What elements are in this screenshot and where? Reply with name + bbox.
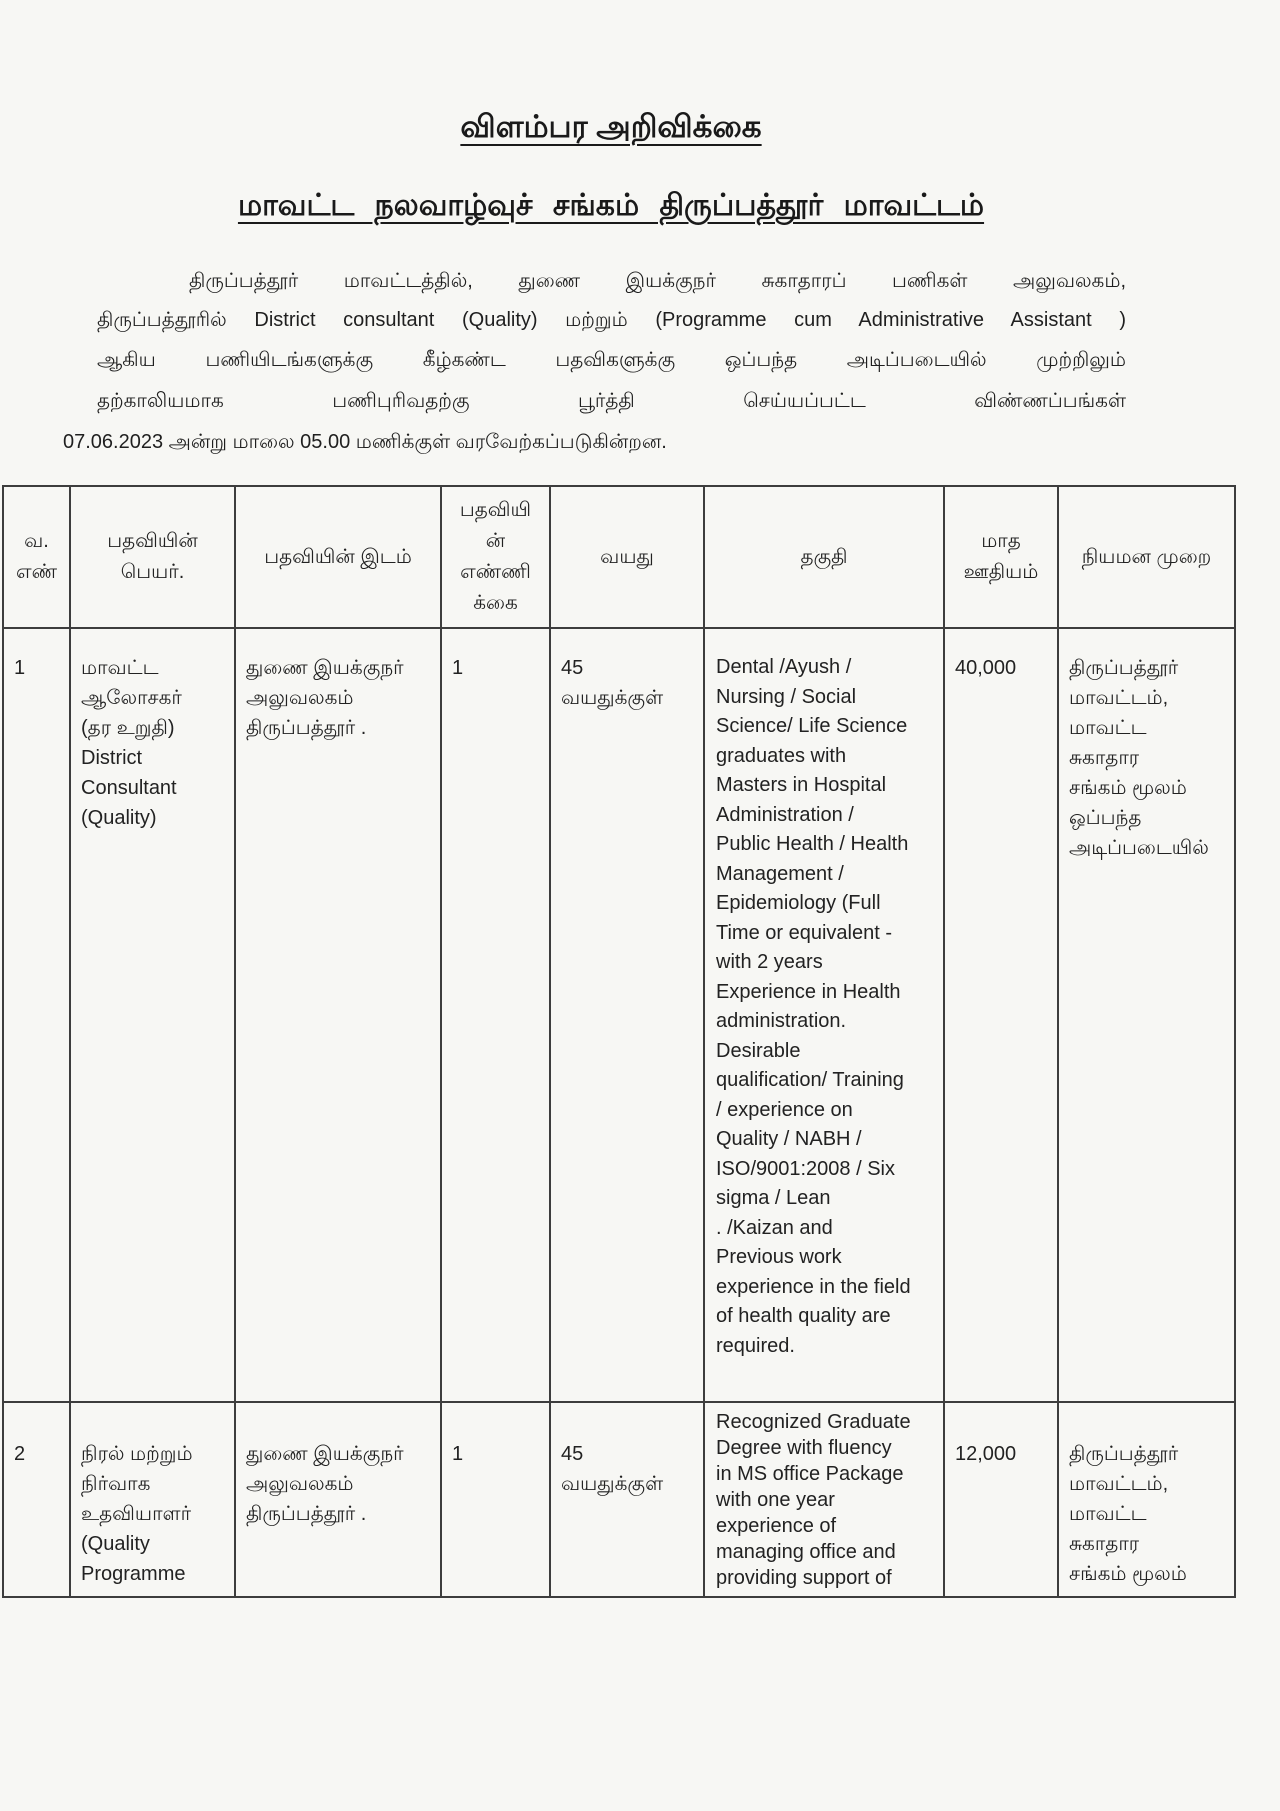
header-age: வயது: [550, 486, 704, 628]
header-location: பதவியின் இடம்: [235, 486, 441, 628]
cell-appointment: திருப்பத்தூர் மாவட்டம், மாவட்ட சுகாதார சங்கம் மூலம் ஒப்பந்த அடிப்படையில்: [1058, 628, 1235, 1402]
cell-location: துணை இயக்குநர் அலுவலகம் திருப்பத்தூர் .: [235, 1402, 441, 1597]
header-post-name: பதவியின் பெயர்.: [70, 486, 235, 628]
paragraph-line: தற்காலியமாக பணிபுரிவதற்கு பூர்த்தி செய்யப்பட்ட விண்ணப்பங்கள்: [97, 390, 1126, 412]
paragraph-line: திருப்பத்தூரில் District consultant (Quality) மற்றும் (Programme cum Administrative Assistant ): [97, 309, 1126, 331]
paragraph-line: ஆகிய பணியிடங்களுக்கு கீழ்கண்ட பதவிகளுக்கு ஒப்பந்த அடிப்படையில் முற்றிலும்: [97, 349, 1126, 371]
posts-table: [2, 485, 1236, 1598]
document-subtitle: மாவட்ட நலவாழ்வுச் சங்கம் திருப்பத்தூர் மாவட்டம்: [237, 189, 985, 222]
header-serial: வ. எண்: [3, 486, 70, 628]
cell-post-count: 1: [441, 628, 550, 1402]
cell-qualification: Dental /Ayush / Nursing / Social Science/ Life Science graduates with Masters in Hospital Administration / Public Health / Health Management / Epidemiology (Full Time or equivalent - with 2 years Experience in Health administration. Desirable qualification/ Training / experience on Quality / NABH / ISO/9001:2008 / Six sigma / Lean . /Kaizan and Previous work experience in the field of health quality are required.: [704, 628, 944, 1402]
cell-location: துணை இயக்குநர் அலுவலகம் திருப்பத்தூர் .: [235, 628, 441, 1402]
table-row: [3, 628, 1235, 1402]
cell-post-name: நிரல் மற்றும் நிர்வாக உதவியாளர் (Quality Programme: [70, 1402, 235, 1597]
cell-appointment: திருப்பத்தூர் மாவட்டம், மாவட்ட சுகாதார சங்கம் மூலம்: [1058, 1402, 1235, 1597]
cell-post-name: மாவட்ட ஆலோசகர் (தர உறுதி) District Consultant (Quality): [70, 628, 235, 1402]
table-row: [3, 1402, 1235, 1597]
cell-salary: 40,000: [944, 628, 1058, 1402]
document-title: விளம்பர அறிவிக்கை: [460, 109, 762, 144]
header-appointment: நியமன முறை: [1058, 486, 1235, 628]
header-salary: மாத ஊதியம்: [944, 486, 1058, 628]
cell-salary: 12,000: [944, 1402, 1058, 1597]
cell-serial: 1: [3, 628, 70, 1402]
header-post-count: பதவியி ன் எண்ணி க்கை: [441, 486, 550, 628]
cell-qualification: Recognized Graduate Degree with fluency in MS office Package with one year experience of managing office and providing support of: [704, 1402, 944, 1597]
cell-age: 45 வயதுக்குள்: [550, 628, 704, 1402]
header-qualification: தகுதி: [704, 486, 944, 628]
paragraph-line: திருப்பத்தூர் மாவட்டத்தில், துணை இயக்குநர் சுகாதாரப் பணிகள் அலுவலகம்,: [189, 270, 1126, 292]
cell-serial: 2: [3, 1402, 70, 1597]
table-header-row: [3, 486, 1235, 628]
cell-post-count: 1: [441, 1402, 550, 1597]
paragraph-line: 07.06.2023 அன்று மாலை 05.00 மணிக்குள் வரவேற்கப்படுகின்றன.: [63, 431, 667, 453]
cell-age: 45 வயதுக்குள்: [550, 1402, 704, 1597]
